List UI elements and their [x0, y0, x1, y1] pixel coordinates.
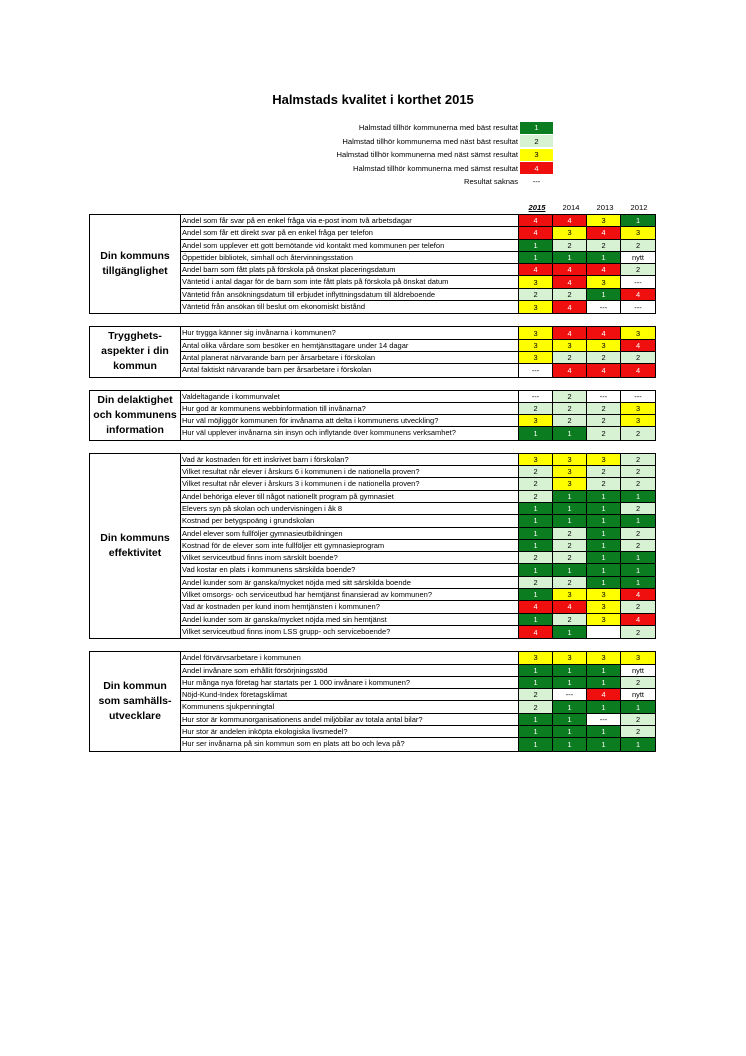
indicator-label: Kostnad per betygspoäng i grundskolan: [181, 515, 519, 526]
table-row: [181, 391, 655, 403]
result-cell: 4: [519, 626, 553, 638]
result-cell: 2: [621, 540, 655, 551]
result-cell: 3: [553, 340, 587, 351]
section-rows: [181, 215, 655, 313]
indicator-label: Kommunens sjukpenningtal: [181, 701, 519, 712]
table-row: [181, 403, 655, 415]
result-cell: 2: [621, 240, 655, 251]
result-cell: 1: [553, 503, 587, 514]
result-cell: 1: [519, 252, 553, 263]
legend-swatch: 3: [520, 149, 553, 161]
result-cell: 4: [621, 614, 655, 625]
table-row: [181, 626, 655, 638]
indicator-label: Andel som upplever ett gott bemötande vid kontakt med kommunen per telefon: [181, 240, 519, 251]
legend-swatch: 1: [520, 122, 553, 134]
result-cell: 3: [519, 327, 553, 338]
result-cell: 1: [587, 701, 621, 712]
result-cell: 3: [587, 589, 621, 600]
result-cell: 3: [621, 227, 655, 238]
result-cell: 4: [587, 689, 621, 700]
table-row: [181, 352, 655, 364]
result-cell: 1: [553, 626, 587, 638]
result-cell: 1: [553, 252, 587, 263]
table-row: [181, 276, 655, 288]
result-cell: 1: [587, 552, 621, 563]
indicator-label: Öppettider bibliotek, simhall och återvinningsstation: [181, 252, 519, 263]
result-cell: 4: [553, 264, 587, 275]
result-cell: 1: [519, 515, 553, 526]
result-cell: 1: [519, 714, 553, 725]
result-cell: 3: [587, 614, 621, 625]
legend-swatch: 4: [520, 162, 553, 174]
legend: [250, 121, 553, 189]
indicator-label: Hur ser invånarna på sin kommun som en plats att bo och leva på?: [181, 738, 519, 750]
result-cell: 1: [519, 564, 553, 575]
indicator-label: Andel som får svar på en enkel fråga via e-post inom två arbetsdagar: [181, 215, 519, 226]
table-row: [181, 454, 655, 466]
result-cell: 2: [587, 466, 621, 477]
result-cell: 1: [621, 564, 655, 575]
indicator-label: Hur väl upplever invånarna sin insyn och inflytande över kommunens verksamhet?: [181, 427, 519, 439]
result-cell: 2: [519, 577, 553, 588]
table-row: [181, 714, 655, 726]
indicator-label: Hur många nya företag har startats per 1 000 invånare i kommunen?: [181, 677, 519, 688]
category-label: Din kommuns tillgänglighet: [90, 215, 181, 313]
indicator-label: Antal planerat närvarande barn per årsarbetare i förskolan: [181, 352, 519, 363]
result-cell: 3: [553, 652, 587, 663]
result-cell: 1: [553, 677, 587, 688]
indicator-label: Vilket serviceutbud finns inom LSS grupp- och serviceboende?: [181, 626, 519, 638]
indicator-label: Andel kunder som är ganska/mycket nöjda med sin hemtjänst: [181, 614, 519, 625]
result-cell: 2: [519, 466, 553, 477]
indicator-label: Kostnad för de elever som inte fullföljer ett gymnasieprogram: [181, 540, 519, 551]
table-row: [181, 652, 655, 664]
result-cell: ---: [621, 301, 655, 313]
legend-row: [250, 162, 553, 176]
result-cell: 2: [553, 352, 587, 363]
table-row: [181, 503, 655, 515]
result-cell: ---: [519, 364, 553, 376]
result-cell: ---: [587, 714, 621, 725]
result-cell: 1: [553, 665, 587, 676]
indicator-label: Andel behöriga elever till något nationellt program på gymnasiet: [181, 491, 519, 502]
result-cell: 3: [587, 276, 621, 287]
legend-row: [250, 121, 553, 135]
indicator-label: Andel kunder som är ganska/mycket nöjda med sitt särskilda boende: [181, 577, 519, 588]
result-cell: 4: [587, 364, 621, 376]
legend-label: Halmstad tillhör kommunerna med näst sämst resultat: [336, 150, 518, 160]
result-cell: 2: [519, 701, 553, 712]
section-block: [89, 651, 656, 751]
result-cell: 2: [621, 677, 655, 688]
table-row: [181, 340, 655, 352]
result-cell: 2: [553, 577, 587, 588]
result-cell: 1: [519, 665, 553, 676]
result-cell: 1: [587, 726, 621, 737]
result-cell: 2: [621, 626, 655, 638]
result-cell: 1: [621, 552, 655, 563]
result-cell: 4: [519, 264, 553, 275]
result-cell: 1: [519, 726, 553, 737]
result-cell: 1: [519, 614, 553, 625]
result-cell: 4: [587, 264, 621, 275]
table-row: [181, 289, 655, 301]
table-row: [181, 589, 655, 601]
result-cell: 1: [621, 491, 655, 502]
result-cell: 1: [553, 564, 587, 575]
indicator-label: Hur trygga känner sig invånarna i kommunen?: [181, 327, 519, 338]
result-cell: 3: [519, 454, 553, 465]
result-cell: 1: [553, 427, 587, 439]
result-cell: 2: [519, 478, 553, 489]
indicator-label: Vilket serviceutbud finns inom särskilt boende?: [181, 552, 519, 563]
table-row: [181, 552, 655, 564]
indicator-label: Vad är kostnaden per kund inom hemtjänsten i kommunen?: [181, 601, 519, 612]
category-label: Din delaktighet och kommunens information: [90, 391, 181, 440]
result-cell: 1: [621, 738, 655, 750]
result-cell: 4: [553, 276, 587, 287]
table-row: [181, 427, 655, 439]
indicator-label: Andel elever som fullföljer gymnasieutbildningen: [181, 528, 519, 539]
section-rows: [181, 652, 655, 750]
result-cell: 3: [587, 652, 621, 663]
table-row: [181, 301, 655, 313]
result-cell: ---: [587, 391, 621, 402]
year-header: [520, 203, 656, 212]
result-cell: 1: [587, 491, 621, 502]
result-cell: ---: [621, 391, 655, 402]
result-cell: ---: [587, 301, 621, 313]
result-cell: 2: [587, 352, 621, 363]
result-cell: 1: [587, 665, 621, 676]
result-cell: 1: [587, 503, 621, 514]
result-cell: 3: [553, 454, 587, 465]
result-cell: 2: [553, 528, 587, 539]
result-cell: 1: [587, 289, 621, 300]
table-row: [181, 491, 655, 503]
result-cell: 3: [587, 340, 621, 351]
result-cell: 3: [553, 466, 587, 477]
table-row: [181, 677, 655, 689]
result-cell: 1: [519, 540, 553, 551]
table-row: [181, 540, 655, 552]
result-cell: 4: [621, 340, 655, 351]
result-cell: 3: [587, 601, 621, 612]
legend-label: Resultat saknas: [463, 177, 518, 187]
indicator-label: Andel barn som fått plats på förskola på önskat placeringsdatum: [181, 264, 519, 275]
result-cell: nytt: [621, 665, 655, 676]
result-cell: 3: [519, 352, 553, 363]
legend-label: Halmstad tillhör kommunerna med sämst resultat: [352, 163, 518, 173]
section-block: [89, 453, 656, 639]
table-row: [181, 240, 655, 252]
result-cell: 2: [621, 466, 655, 477]
result-cell: 3: [621, 415, 655, 426]
result-cell: 3: [553, 478, 587, 489]
result-cell: 1: [553, 726, 587, 737]
result-cell: 2: [621, 454, 655, 465]
table-row: [181, 528, 655, 540]
section-rows: [181, 391, 655, 440]
result-cell: 3: [621, 403, 655, 414]
result-cell: 4: [621, 364, 655, 376]
result-cell: 2: [621, 714, 655, 725]
result-cell: nytt: [621, 689, 655, 700]
result-cell: 1: [519, 677, 553, 688]
table-row: [181, 701, 655, 713]
category-label: Din kommuns effektivitet: [90, 454, 181, 638]
category-label: Din kommun som samhälls- utvecklare: [90, 652, 181, 750]
result-cell: 3: [519, 301, 553, 313]
result-cell: 2: [621, 503, 655, 514]
result-cell: 1: [587, 515, 621, 526]
result-cell: 1: [553, 714, 587, 725]
table-row: [181, 726, 655, 738]
year-label: 2012: [630, 203, 648, 212]
table-row: [181, 515, 655, 527]
result-cell: 2: [621, 478, 655, 489]
result-cell: 3: [553, 589, 587, 600]
result-cell: 2: [621, 726, 655, 737]
legend-label: Halmstad tillhör kommunerna med bäst resultat: [358, 123, 518, 133]
legend-row: [250, 175, 553, 189]
table-row: [181, 227, 655, 239]
section-block: [89, 214, 656, 314]
table-row: [181, 215, 655, 227]
result-cell: 2: [553, 240, 587, 251]
legend-row: [250, 135, 553, 149]
page-title: Halmstads kvalitet i korthet 2015: [272, 92, 474, 107]
result-cell: 2: [587, 240, 621, 251]
table-row: [181, 665, 655, 677]
result-cell: 2: [519, 689, 553, 700]
result-cell: 4: [553, 327, 587, 338]
indicator-label: Antal faktiskt närvarande barn per årsarbetare i förskolan: [181, 364, 519, 376]
table-row: [181, 577, 655, 589]
result-cell: 3: [587, 215, 621, 226]
result-cell: 4: [519, 227, 553, 238]
indicator-label: Nöjd-Kund-Index företagsklimat: [181, 689, 519, 700]
result-cell: 3: [621, 652, 655, 663]
result-cell: 2: [519, 403, 553, 414]
result-cell: 2: [621, 427, 655, 439]
result-cell: 4: [553, 364, 587, 376]
result-cell: 2: [553, 289, 587, 300]
section-rows: [181, 454, 655, 638]
table-row: [181, 601, 655, 613]
result-cell: 1: [553, 738, 587, 750]
result-cell: 1: [587, 528, 621, 539]
category-label: Trygghets- aspekter i din kommun: [90, 327, 181, 376]
indicator-label: Vad kostar en plats i kommunens särskilda boende?: [181, 564, 519, 575]
indicator-label: Vilket resultat når elever i årskurs 6 i kommunen i de nationella proven?: [181, 466, 519, 477]
indicator-label: Elevers syn på skolan och undervisningen i åk 8: [181, 503, 519, 514]
table-row: [181, 738, 655, 750]
result-cell: 1: [519, 503, 553, 514]
result-cell: 1: [587, 564, 621, 575]
result-cell: 2: [587, 478, 621, 489]
result-cell: 3: [553, 227, 587, 238]
result-cell: 1: [519, 528, 553, 539]
result-cell: 4: [587, 227, 621, 238]
legend-row: [250, 148, 553, 162]
result-cell: 4: [519, 215, 553, 226]
result-cell: 3: [519, 276, 553, 287]
section-block: [89, 326, 656, 377]
table-row: [181, 364, 655, 376]
result-cell: 2: [553, 415, 587, 426]
result-cell: 2: [621, 264, 655, 275]
result-cell: 1: [621, 515, 655, 526]
result-cell: 4: [553, 601, 587, 612]
year-label: 2015: [528, 203, 546, 212]
section-rows: [181, 327, 655, 376]
indicator-label: Andel förvärvsarbetare i kommunen: [181, 652, 519, 663]
result-cell: 2: [587, 403, 621, 414]
result-cell: 1: [587, 252, 621, 263]
section-block: [89, 390, 656, 441]
year-label: 2014: [562, 203, 580, 212]
result-cell: nytt: [621, 252, 655, 263]
result-cell: 1: [621, 215, 655, 226]
result-cell: 3: [621, 327, 655, 338]
legend-swatch: 2: [520, 135, 553, 147]
result-cell: 2: [519, 552, 553, 563]
legend-swatch: ---: [520, 176, 553, 188]
indicator-label: Väntetid från ansökan till beslut om ekonomiskt bistånd: [181, 301, 519, 313]
result-cell: 1: [553, 491, 587, 502]
result-cell: 1: [587, 540, 621, 551]
indicator-label: Antal olika vårdare som besöker en hemtjänsttagare under 14 dagar: [181, 340, 519, 351]
indicator-label: Hur väl möjliggör kommunen för invånarna att delta i kommunens utveckling?: [181, 415, 519, 426]
indicator-label: Andel invånare som erhållit försörjningsstöd: [181, 665, 519, 676]
result-cell: 2: [553, 391, 587, 402]
result-cell: 1: [587, 677, 621, 688]
table-row: [181, 327, 655, 339]
table-row: [181, 689, 655, 701]
indicator-label: Hur stor är kommunorganisationens andel miljöbilar av totala antal bilar?: [181, 714, 519, 725]
result-cell: 4: [587, 327, 621, 338]
indicator-label: Andel som får ett direkt svar på en enkel fråga per telefon: [181, 227, 519, 238]
result-cell: 4: [621, 589, 655, 600]
result-cell: 2: [519, 491, 553, 502]
table-row: [181, 415, 655, 427]
result-cell: 2: [553, 403, 587, 414]
result-cell: 1: [553, 515, 587, 526]
result-cell: 1: [621, 577, 655, 588]
result-cell: 2: [519, 289, 553, 300]
result-cell: 2: [621, 601, 655, 612]
result-cell: ---: [553, 689, 587, 700]
indicator-label: Hur god är kommunens webbinformation till invånarna?: [181, 403, 519, 414]
result-cell: 3: [519, 340, 553, 351]
table-row: [181, 614, 655, 626]
indicator-label: Vilket omsorgs- och serviceutbud har hemtjänst finansierad av kommunen?: [181, 589, 519, 600]
indicator-label: Valdeltagande i kommunvalet: [181, 391, 519, 402]
result-cell: 1: [621, 701, 655, 712]
result-cell: 1: [519, 589, 553, 600]
indicator-label: Väntetid från ansökningsdatum till erbjudet inflyttningsdatum till äldreboende: [181, 289, 519, 300]
legend-label: Halmstad tillhör kommunerna med näst bäst resultat: [342, 136, 518, 146]
result-cell: 1: [587, 577, 621, 588]
result-cell: 2: [621, 352, 655, 363]
result-cell: 3: [587, 454, 621, 465]
result-cell: [587, 626, 621, 638]
result-cell: 2: [621, 528, 655, 539]
result-cell: 4: [519, 601, 553, 612]
result-cell: 2: [553, 540, 587, 551]
indicator-label: Vilket resultat når elever i årskurs 3 i kommunen i de nationella proven?: [181, 478, 519, 489]
result-cell: 1: [519, 427, 553, 439]
result-cell: 4: [553, 301, 587, 313]
table-row: [181, 466, 655, 478]
result-cell: 1: [519, 240, 553, 251]
result-cell: 3: [519, 415, 553, 426]
result-cell: ---: [621, 276, 655, 287]
table-row: [181, 564, 655, 576]
year-label: 2013: [596, 203, 614, 212]
indicator-label: Hur stor är andelen inköpta ekologiska livsmedel?: [181, 726, 519, 737]
table-row: [181, 264, 655, 276]
result-cell: 2: [587, 415, 621, 426]
result-cell: 2: [553, 614, 587, 625]
results-tables: [89, 214, 656, 764]
result-cell: 4: [553, 215, 587, 226]
result-cell: 1: [553, 701, 587, 712]
result-cell: 1: [519, 738, 553, 750]
result-cell: 1: [587, 738, 621, 750]
indicator-label: Väntetid i antal dagar för de barn som inte fått plats på förskola på önskat datum: [181, 276, 519, 287]
result-cell: 4: [621, 289, 655, 300]
result-cell: ---: [519, 391, 553, 402]
result-cell: 2: [587, 427, 621, 439]
result-cell: 3: [519, 652, 553, 663]
result-cell: 2: [553, 552, 587, 563]
table-row: [181, 252, 655, 264]
indicator-label: Vad är kostnaden för ett inskrivet barn i förskolan?: [181, 454, 519, 465]
table-row: [181, 478, 655, 490]
